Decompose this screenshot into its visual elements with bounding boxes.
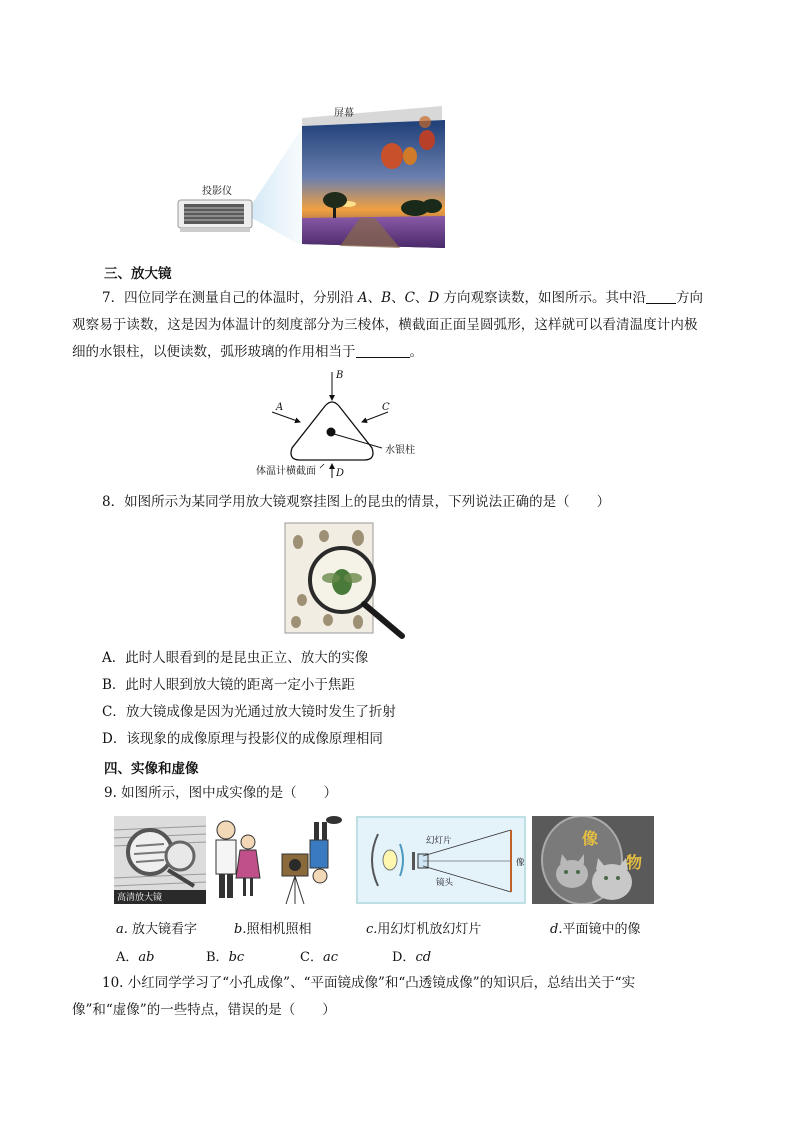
label-D: D	[336, 468, 345, 479]
thermometer-figure	[250, 368, 440, 483]
screen-label: 屏幕	[334, 108, 354, 119]
camera-photo-illustration	[210, 814, 350, 906]
q9-caption-a: a. 放大镜看字	[116, 922, 198, 937]
magnifier-illustration	[284, 522, 408, 640]
q8-option-a[interactable]: A．此时人眼看到的是昆虫正立、放大的实像	[102, 650, 369, 666]
q9-option-b[interactable]: B．bc	[206, 950, 245, 965]
slide-projector-diagram	[356, 816, 526, 904]
projector-illustration	[170, 100, 460, 252]
label-A: A	[276, 402, 284, 413]
label-C: C	[382, 402, 390, 413]
question-8-stem: 8．如图所示为某同学用放大镜观察挂图上的昆虫的情景，下列说法正确的是（ ）	[102, 494, 611, 510]
answer-blank-direction[interactable]	[646, 289, 676, 304]
q9-image-b	[210, 814, 350, 906]
mirror-image-label: 像	[582, 829, 599, 848]
answer-blank-lens[interactable]	[356, 343, 410, 358]
projector-label: 投影仪	[202, 186, 232, 197]
magnifier-insect-figure	[284, 522, 408, 640]
lens-label: 镜头	[436, 878, 454, 888]
q9-caption-b: b.照相机照相	[234, 922, 312, 937]
q9-caption-d: d.平面镜中的像	[550, 922, 641, 937]
q8-option-c[interactable]: C．放大镜成像是因为光通过放大镜时发生了折射	[102, 704, 396, 720]
label-cross-section: 体温计横截面	[256, 466, 316, 477]
question-9-stem: 9. 如图所示，图中成实像的是（ ）	[104, 785, 338, 801]
q9-image-a-text: 高清放大镜	[117, 893, 163, 903]
q9-option-a[interactable]: A．ab	[116, 950, 155, 965]
section-heading-magnifier: 三、放大镜	[104, 266, 172, 282]
question-8-options	[102, 645, 396, 753]
q8-option-b[interactable]: B．此时人眼到放大镜的距离一定小于焦距	[102, 677, 355, 693]
question-10: 10. 小红同学学习了“小孔成像”、“平面镜成像”和“凸透镜成像”的知识后，总结出关于“实 像”和“虚像”的一些特点，错误的是（ ）	[72, 975, 636, 1018]
q9-option-d[interactable]: D．cd	[392, 950, 432, 965]
q9-image-d	[532, 816, 654, 904]
projector-figure	[170, 100, 460, 252]
q9-image-c	[356, 816, 526, 904]
section-heading-real-virtual: 四、实像和虚像	[104, 761, 199, 777]
label-B: B	[336, 370, 344, 381]
question-7: 7．四位同学在测量自己的体温时，分别沿 A、B、C、D 方向观察读数，如图所示。其中沿 方向 观察易于读数，这是因为体温计的刻度部分为三棱体，横截面正面呈圆弧形，这样就可以看清温度计内极 细的水银柱，以便读数，弧形玻璃的作用相当于 。	[72, 290, 704, 360]
q9-option-c[interactable]: C．ac	[300, 950, 338, 965]
q9-caption-c: c.用幻灯机放幻灯片	[366, 922, 482, 937]
image-label: 像	[516, 858, 525, 868]
label-mercury: 水银柱	[385, 445, 415, 456]
q8-option-d[interactable]: D．该现象的成像原理与投影仪的成像原理相同	[102, 731, 383, 747]
mirror-object-label: 物	[626, 853, 643, 872]
q9-image-a	[114, 816, 206, 904]
slide-label: 幻灯片	[426, 836, 452, 846]
